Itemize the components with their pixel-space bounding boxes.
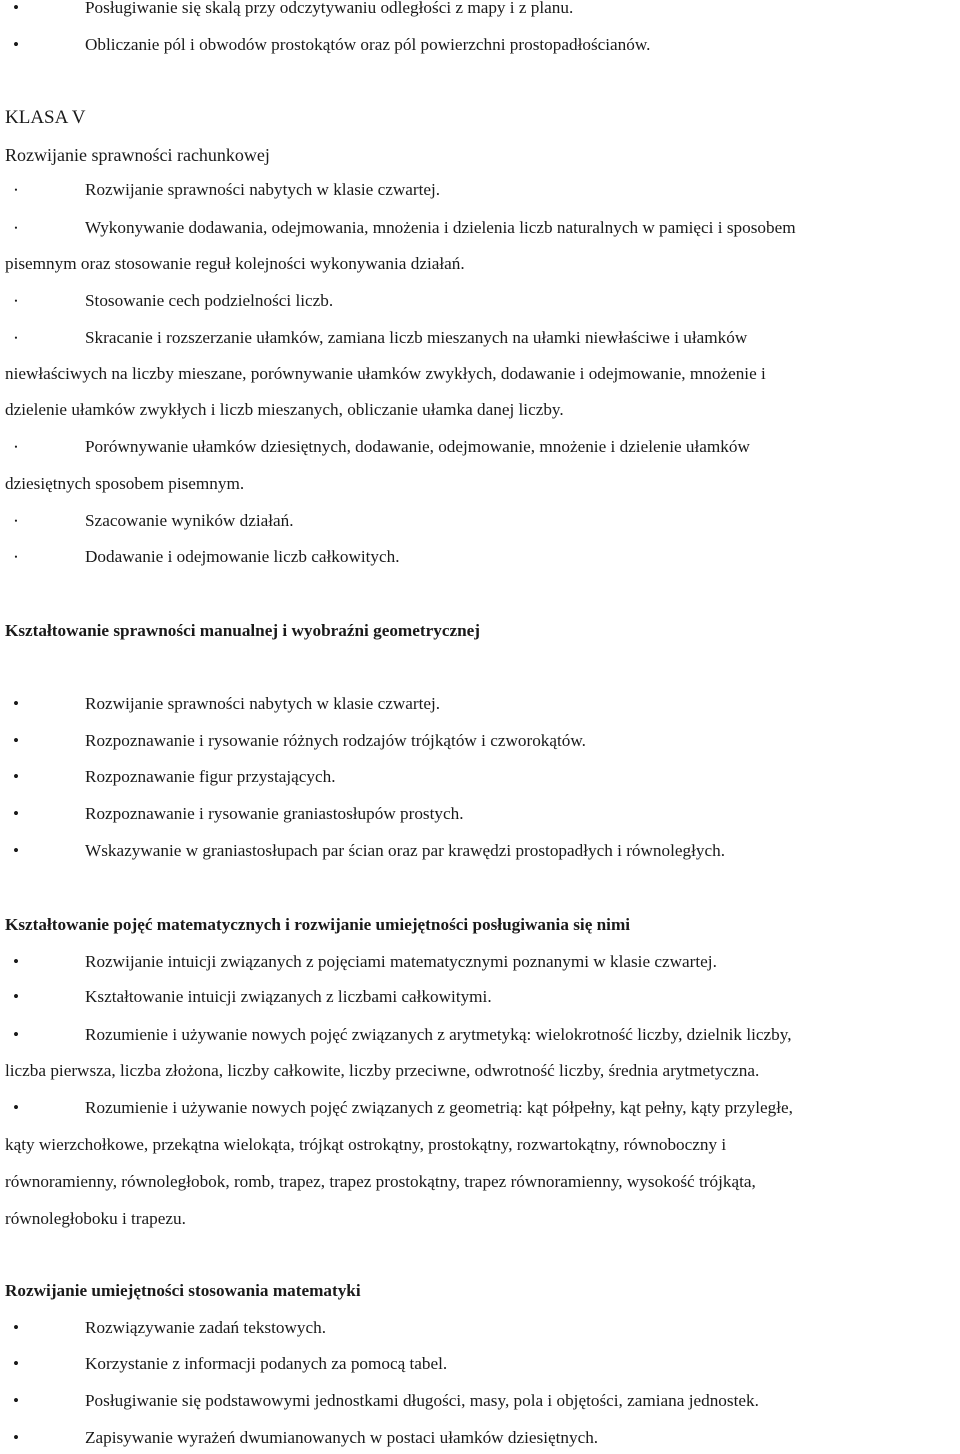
bullet-icon: • <box>12 694 20 713</box>
list-item-text: równoległoboku i trapezu. <box>5 1209 186 1228</box>
list-item-text: Porównywanie ułamków dziesiętnych, dodawanie, odejmowanie, mnożenie i dzielenie ułamków <box>85 437 750 456</box>
section-title: Kształtowanie sprawności manualnej i wyobraźni geometrycznej <box>5 621 480 640</box>
bullet-icon: • <box>12 1428 20 1447</box>
list-item-text: Rozwijanie sprawności nabytych w klasie czwartej. <box>85 694 441 713</box>
bullet-icon: • <box>14 185 18 195</box>
bullet-icon: • <box>12 804 20 823</box>
list-item-text: Szacowanie wyników działań. <box>85 511 294 530</box>
bullet-icon: • <box>12 987 20 1006</box>
list-item-text: Rozpoznawanie i rysowanie graniastosłupów prostych. <box>85 804 464 823</box>
list-item-text: Korzystanie z informacji podanych za pomocą tabel. <box>85 1354 448 1373</box>
list-item-text: Wykonywanie dodawania, odejmowania, mnożenia i dzielenia liczb naturalnych w pamięci i sposobem <box>85 218 796 237</box>
bullet-icon: • <box>12 841 20 860</box>
section-title: Kształtowanie pojęć matematycznych i rozwijanie umiejętności posługiwania się nimi <box>5 915 631 934</box>
bullet-icon: • <box>14 442 18 452</box>
list-item-text: Wskazywanie w graniastosłupach par ścian oraz par krawędzi prostopadłych i równoległych. <box>85 841 725 860</box>
list-item-text: Skracanie i rozszerzanie ułamków, zamiana liczb mieszanych na ułamki niewłaściwe i ułamków <box>85 328 748 347</box>
list-item-text: niewłaściwych na liczby mieszane, porównywanie ułamków zwykłych, dodawanie i odejmowanie, mnożenie i <box>5 364 766 383</box>
list-item-text: pisemnym oraz stosowanie reguł kolejności wykonywania działań. <box>5 254 465 273</box>
list-item-text: Stosowanie cech podzielności liczb. <box>85 291 334 310</box>
bullet-icon: • <box>12 767 20 786</box>
list-item-text: równoramienny, równoległobok, romb, trapez, trapez prostokątny, trapez równoramienny, wysokość trójkąta, <box>5 1172 756 1191</box>
bullet-icon: • <box>12 952 20 971</box>
bullet-icon: • <box>12 0 20 17</box>
list-item-text: Obliczanie pól i obwodów prostokątów oraz pól powierzchni prostopadłościanów. <box>85 35 651 54</box>
list-item-text: Kształtowanie intuicji związanych z liczbami całkowitymi. <box>85 987 492 1006</box>
list-item-text: dzielenie ułamków zwykłych i liczb mieszanych, obliczanie ułamka danej liczby. <box>5 400 564 419</box>
bullet-icon: • <box>12 1098 20 1117</box>
bullet-icon: • <box>12 1391 20 1410</box>
bullet-icon: • <box>14 223 18 233</box>
section-title: Rozwijanie sprawności rachunkowej <box>5 145 270 165</box>
list-item-text: Rozwijanie intuicji związanych z pojęciami matematycznymi poznanymi w klasie czwartej. <box>85 952 717 971</box>
section-title: Rozwijanie umiejętności stosowania matematyki <box>5 1281 361 1300</box>
list-item-text: Rozpoznawanie figur przystających. <box>85 767 336 786</box>
bullet-icon: • <box>12 1354 20 1373</box>
list-item-text: Rozpoznawanie i rysowanie różnych rodzajów trójkątów i czworokątów. <box>85 731 586 750</box>
bullet-icon: • <box>12 1025 20 1044</box>
list-item-text: Rozwiązywanie zadań tekstowych. <box>85 1318 327 1337</box>
list-item-text: Rozwijanie sprawności nabytych w klasie czwartej. <box>85 180 441 199</box>
list-item-text: kąty wierzchołkowe, przekątna wielokąta, trójkąt ostrokątny, prostokątny, rozwartokątny, równoboczny i <box>5 1135 727 1154</box>
list-item-text: Rozumienie i używanie nowych pojęć związanych z arytmetyką: wielokrotność liczby, dzielnik liczby, <box>85 1025 792 1044</box>
bullet-icon: • <box>14 296 18 306</box>
class-title: KLASA V <box>5 107 86 128</box>
bullet-icon: • <box>12 1318 20 1337</box>
list-item-text: liczba pierwsza, liczba złożona, liczby całkowite, liczby przeciwne, odwrotność liczby, średnia arytmetyczna. <box>5 1061 760 1080</box>
list-item-text: Dodawanie i odejmowanie liczb całkowitych. <box>85 547 400 566</box>
bullet-icon: • <box>12 35 20 54</box>
list-item-text: Posługiwanie się skalą przy odczytywaniu odległości z mapy i z planu. <box>85 0 574 17</box>
bullet-icon: • <box>14 516 18 526</box>
list-item-text: Posługiwanie się podstawowymi jednostkami długości, masy, pola i objętości, zamiana jednostek. <box>85 1391 759 1410</box>
list-item-text: dziesiętnych sposobem pisemnym. <box>5 474 245 493</box>
list-item-text: Zapisywanie wyrażeń dwumianowanych w postaci ułamków dziesiętnych. <box>85 1428 599 1447</box>
list-item-text: Rozumienie i używanie nowych pojęć związanych z geometrią: kąt półpełny, kąt pełny, kąty przyległe, <box>85 1098 793 1117</box>
bullet-icon: • <box>14 333 18 343</box>
bullet-icon: • <box>12 731 20 750</box>
bullet-icon: • <box>14 552 18 562</box>
